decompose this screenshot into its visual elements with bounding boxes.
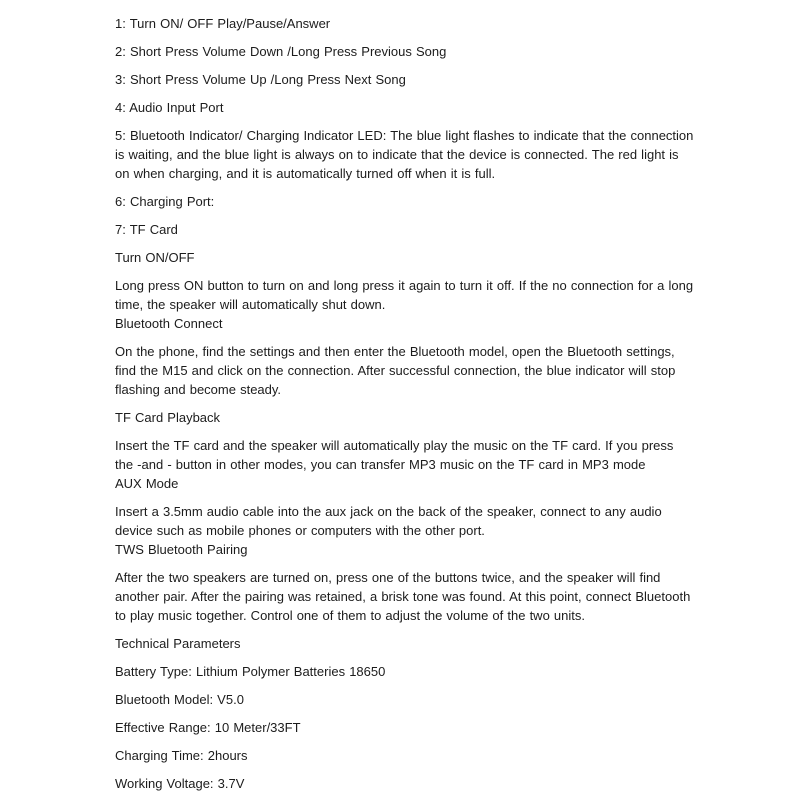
para-tws-bluetooth-pairing: After the two speakers are turned on, press one of the buttons twice, and the speaker will find another pair. After the pairing was retained, a brisk tone was found. At this point, connect Bluetooth to play music together. Control one of them to adjust the volume of the two units. [115,570,691,623]
instruction-item-1: 1: Turn ON/ OFF Play/Pause/Answer [115,16,331,31]
spec-effective-range: Effective Range: 10 Meter/33FT [115,720,301,735]
instruction-item-6: 6: Charging Port: [115,194,215,209]
para-turn-on-off: Long press ON button to turn on and long press it again to turn it off. If the no connection for a long time, the speaker will automatically shut down. [115,278,694,312]
para-bluetooth-connect: On the phone, find the settings and then enter the Bluetooth model, open the Bluetooth settings, find the M15 and click on the connection. After successful connection, the blue indicator will stop flashing and become steady. [115,344,676,397]
para-tf-card-playback: Insert the TF card and the speaker will automatically play the music on the TF card. If you press the -and - button in other modes, you can transfer MP3 music on the TF card in MP3 mode [115,438,674,472]
heading-technical-parameters: Technical Parameters [115,636,241,651]
heading-bluetooth-connect: Bluetooth Connect [115,316,223,331]
heading-aux-mode: AUX Mode [115,476,179,491]
heading-tws-bluetooth-pairing: TWS Bluetooth Pairing [115,542,248,557]
instruction-item-2: 2: Short Press Volume Down /Long Press Previous Song [115,44,447,59]
spec-charging-time: Charging Time: 2hours [115,748,248,763]
heading-turn-on-off: Turn ON/OFF [115,250,195,265]
spec-working-voltage: Working Voltage: 3.7V [115,776,245,791]
spec-battery-type: Battery Type: Lithium Polymer Batteries 18650 [115,664,386,679]
spec-bluetooth-model: Bluetooth Model: V5.0 [115,692,244,707]
heading-tf-card-playback: TF Card Playback [115,410,221,425]
instruction-item-5: 5: Bluetooth Indicator/ Charging Indicator LED: The blue light flashes to indicate that the connection is waiting, and the blue light is always on to indicate that the device is connected. The red light is on when charging, and it is automatically turned off when it is full. [115,128,694,181]
instruction-item-3: 3: Short Press Volume Up /Long Press Next Song [115,72,406,87]
instruction-item-7: 7: TF Card [115,222,178,237]
instruction-item-4: 4: Audio Input Port [115,100,224,115]
para-aux-mode: Insert a 3.5mm audio cable into the aux jack on the back of the speaker, connect to any audio device such as mobile phones or computers with the other port. [115,504,662,538]
